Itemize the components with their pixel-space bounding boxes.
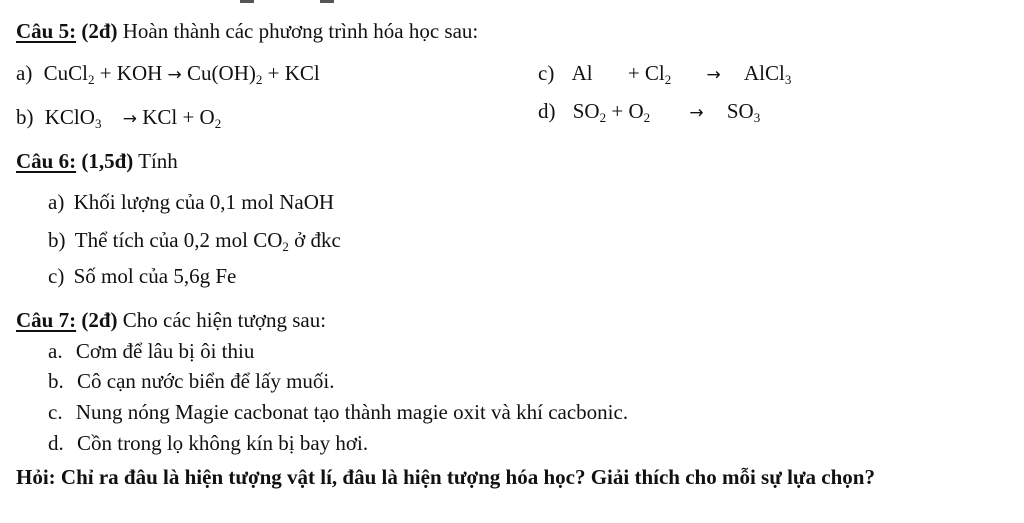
q7-c-letter: c. (48, 400, 63, 424)
q6-b-letter: b) (48, 228, 66, 252)
q7-item-d (48, 433, 368, 454)
q5-a-plus2: + (267, 61, 280, 85)
q7-item-b (48, 371, 335, 392)
q5-c-p1-sub: 3 (784, 72, 792, 87)
q6-heading (16, 151, 178, 172)
q5-a-plus: + (99, 61, 112, 85)
q5-label: Câu 5: (16, 19, 77, 43)
q6-c-letter: c) (48, 264, 65, 288)
q5-a-arrow: → (167, 65, 182, 85)
q5-d-letter: d) (538, 99, 556, 123)
q6-c-text: Số mol của 5,6g Fe (73, 264, 237, 288)
q5-d-r2: O (628, 99, 644, 123)
q5-d-arrow: → (689, 103, 704, 123)
q7-a-letter: a. (48, 339, 63, 363)
q7-c-text: Nung nóng Magie cacbonat tạo thành magie oxit và khí cacbonic. (75, 400, 629, 424)
q5-equation-d (538, 99, 761, 125)
q5-c-r1: Al (571, 61, 593, 85)
q5-c-r2: Cl (644, 61, 665, 85)
q6-text: Tính (138, 149, 178, 173)
q6-b-sub: 2 (282, 239, 289, 254)
q5-equation-c (538, 61, 792, 87)
q7-d-text: Cồn trong lọ không kín bị bay hơi. (77, 431, 369, 455)
q6-b-post: ở đkc (288, 228, 341, 252)
q6-item-b (48, 228, 341, 254)
q5-heading (16, 21, 478, 42)
q6-item-c (48, 266, 236, 287)
q7-a-text: Cơm để lâu bị ôi thiu (75, 339, 255, 363)
q7-heading (16, 310, 326, 331)
q5-equation-a (16, 61, 320, 87)
q7-b-letter: b. (48, 369, 64, 393)
q5-b-arrow: → (122, 109, 137, 129)
q5-a-r1: CuCl (43, 61, 88, 85)
q7-text: Cho các hiện tượng sau: (122, 308, 327, 332)
q5-b-r1: KClO (44, 105, 95, 129)
q5-b-p2: O (199, 105, 215, 129)
q5-points: (2đ) (81, 19, 118, 43)
q5-b-plus: + (182, 105, 195, 129)
q5-d-r2-sub: 2 (643, 110, 651, 125)
cropped-top-edge (0, 0, 1024, 6)
q5-a-p2: KCl (284, 61, 320, 85)
q5-b-p1: KCl (142, 105, 178, 129)
q5-c-r2-sub: 2 (664, 72, 672, 87)
q6-b-text: Thể tích của 0,2 mol CO (74, 228, 283, 252)
q5-a-p1: Cu(OH) (187, 61, 256, 85)
q7-d-letter: d. (48, 431, 64, 455)
q7-label: Câu 7: (16, 308, 77, 332)
q7-question: Hỏi: Chỉ ra đâu là hiện tượng vật lí, đâu là hiện tượng hóa học? Giải thích cho mỗi sự lựa chọn? (16, 465, 875, 489)
q7-b-text: Cô cạn nước biển để lấy muối. (77, 369, 335, 393)
q5-d-plus: + (611, 99, 624, 123)
q6-label: Câu 6: (16, 149, 77, 173)
q6-a-letter: a) (48, 190, 65, 214)
q5-d-r1-sub: 2 (599, 110, 607, 125)
q5-d-p1-sub: 3 (753, 110, 761, 125)
q7-item-c (48, 402, 628, 423)
q5-b-p2-sub: 2 (214, 116, 222, 131)
q5-a-p1-sub: 2 (255, 72, 263, 87)
q7-points: (2đ) (81, 308, 118, 332)
q5-c-p1: AlCl (744, 61, 785, 85)
q6-item-a (48, 192, 334, 213)
q7-item-a (48, 341, 254, 362)
q5-d-r1: SO (572, 99, 600, 123)
q5-d-p1: SO (726, 99, 754, 123)
q5-b-letter: b) (16, 105, 34, 129)
q6-a-text: Khối lượng của 0,1 mol NaOH (73, 190, 335, 214)
q5-equation-b (16, 105, 222, 131)
q5-a-r1-sub: 2 (87, 72, 95, 87)
q5-c-letter: c) (538, 61, 555, 85)
q5-b-r1-sub: 3 (94, 116, 102, 131)
q5-text: Hoàn thành các phương trình hóa học sau: (122, 19, 479, 43)
q6-points: (1,5đ) (81, 149, 134, 173)
q5-c-plus: + (627, 61, 640, 85)
q5-c-arrow: → (706, 65, 721, 85)
q5-a-r2: KOH (116, 61, 163, 85)
q5-a-letter: a) (16, 61, 33, 85)
